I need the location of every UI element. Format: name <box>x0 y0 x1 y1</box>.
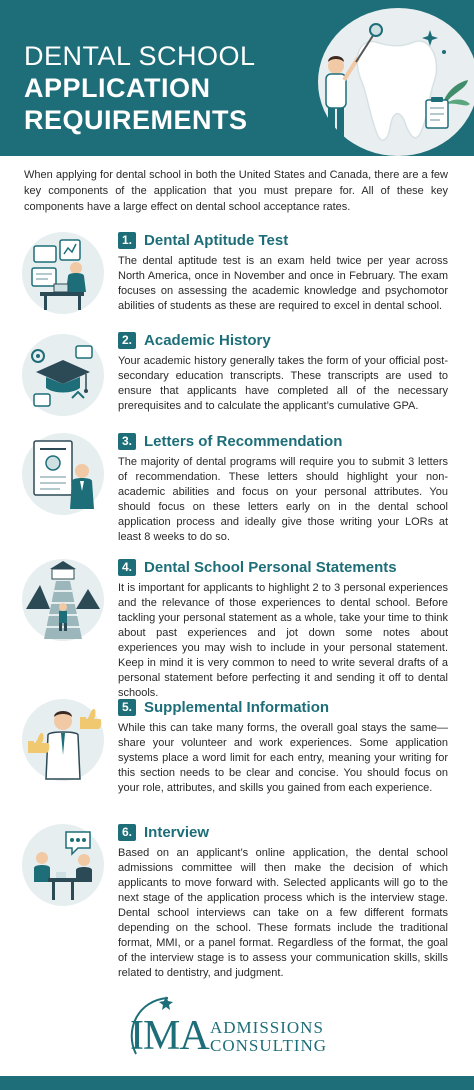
section-title: Dental Aptitude Test <box>144 231 289 249</box>
recommendation-letter-icon <box>20 431 106 517</box>
section-number: 4. <box>118 559 136 576</box>
page-title <box>24 40 256 136</box>
section-title: Interview <box>144 823 210 841</box>
graduation-cap-icon <box>20 332 106 418</box>
ima-admissions-consulting-logo <box>130 1000 350 1060</box>
section-number: 5. <box>118 699 136 716</box>
section-number: 6. <box>118 824 136 841</box>
section-body: Based on an applicant’s online application, the dental school admissions committee will then make the decision of which applicants to move forward with. Selected applicants will go to the next stage of the application process which is the interview stage. Dental school interviews can take on a few different formats depending on the school. These formats include the traditional format, MMI, or a panel format. Regardless of the format, the goal of the interview stage is to assess your communication skills, skills related to dentistry, and judgment. <box>118 847 448 979</box>
section-title: Academic History <box>144 331 271 349</box>
section-header <box>118 431 342 451</box>
footer-bar <box>0 1076 474 1090</box>
section-header <box>118 697 329 717</box>
title-line-1: DENTAL SCHOOL <box>24 41 256 71</box>
header-banner <box>0 0 474 156</box>
section-number: 2. <box>118 332 136 349</box>
section-academic-history <box>0 330 474 426</box>
section-header <box>118 230 288 250</box>
intro-paragraph: When applying for dental school in both the United States and Canada, there are a few key components of the application that you must prepare for. All of these key components have a large effect on dental school acceptance rates. <box>24 169 448 213</box>
staircase-goal-icon <box>20 557 106 643</box>
interview-meeting-icon <box>20 822 106 908</box>
section-header <box>118 330 271 350</box>
section-letters-of-recommendation <box>0 431 474 551</box>
study-desk-icon <box>20 230 106 316</box>
section-body: The dental aptitude test is an exam held twice per year across North America, once in November and once in February. The exam focuses on assessing the academic knowledge and psychomotor abilities of students as these are required to excel in dental school. <box>118 255 448 312</box>
title-line-3: REQUIREMENTS <box>24 105 248 135</box>
section-body: While this can take many forms, the overall goal stays the same—share your volunteer and work experiences. Some application systems place a word limit for each entry, meaning your writing for this section needs to be clear and concise. You should focus on your role, attributes, and skills you gained from each experience. <box>118 722 448 794</box>
title-line-2: APPLICATION <box>24 73 211 103</box>
section-title: Supplemental Information <box>144 698 330 716</box>
logo-ima-text: IMA <box>130 1013 209 1059</box>
logo-consulting-text: CONSULTING <box>210 1036 328 1055</box>
section-title: Dental School Personal Statements <box>144 558 397 576</box>
section-body: The majority of dental programs will require you to submit 3 letters of recommendation. These letters should highlight your non-academic abilities and focus on your personal attributes. You should focus on these letters early on in the dental school application process and ideally give those writing your LORs at least 8 weeks to do so. <box>118 456 448 543</box>
section-body: Your academic history generally takes the form of your official post-secondary education transcripts. These transcripts are used to ensure that applicants have completed all of the necessary prerequisites and to calculate the applicant’s cumulative GPA. <box>118 355 448 412</box>
section-personal-statements <box>0 557 474 699</box>
section-header <box>118 557 397 577</box>
section-number: 3. <box>118 433 136 450</box>
section-title: Letters of Recommendation <box>144 432 343 450</box>
logo-admissions-text: ADMISSIONS <box>210 1018 324 1037</box>
section-body: It is important for applicants to highlight 2 to 3 personal experiences and the relevance of those experiences to dental school. Before tackling your personal statement as a whole, take your time to think about past experiences and jot down some notes about experiences you may wish to include in your personal statement. Keep in mind it is very common to need to write several drafts of a personal statement before perfecting it and sending it off to dental schools. <box>118 582 448 699</box>
section-supplemental-information <box>0 697 474 813</box>
tooth-dentist-illustration <box>318 8 474 156</box>
section-header <box>118 822 209 842</box>
section-dental-aptitude-test <box>0 230 474 326</box>
thumbs-up-person-icon <box>20 697 106 783</box>
section-interview <box>0 822 474 982</box>
section-number: 1. <box>118 232 136 249</box>
